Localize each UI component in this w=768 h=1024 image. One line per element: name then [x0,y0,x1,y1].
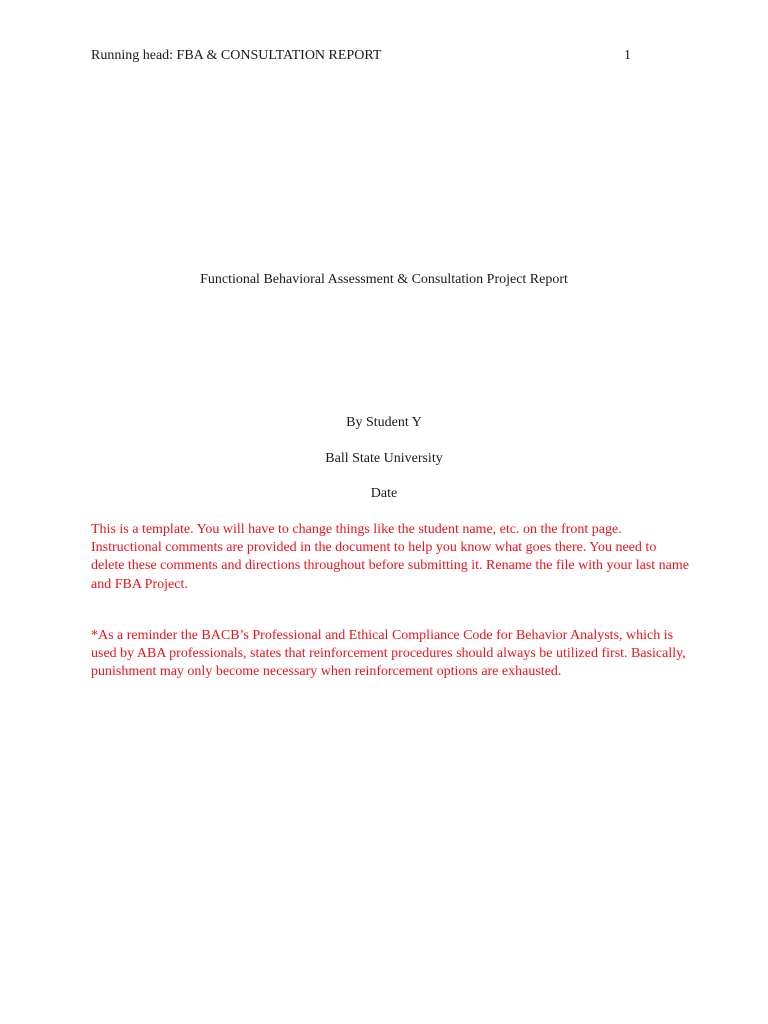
document-title: Functional Behavioral Assessment & Consultation Project Report [200,272,568,287]
author-line: By Student Y [346,415,422,430]
compliance-reminder-note: *As a reminder the BACB’s Professional and Ethical Compliance Code for Behavior Analysts, which is used by ABA professionals, states that reinforcement procedures should always be utilized first. Basically, punishment may only become necessary when reinforcement options are exhausted. [91,628,686,680]
template-instruction-note: This is a template. You will have to change things like the student name, etc. on the front page. Instructional comments are provided in the document to help you know what goes there. You need to delete these comments and directions throughout before submitting it. Rename the file with your last name and FBA Project. [91,522,689,592]
page-number: 1 [624,48,631,63]
date-line: Date [370,486,398,501]
running-head: Running head: FBA & CONSULTATION REPORT [91,48,382,63]
institution-line: Ball State University [325,451,443,466]
